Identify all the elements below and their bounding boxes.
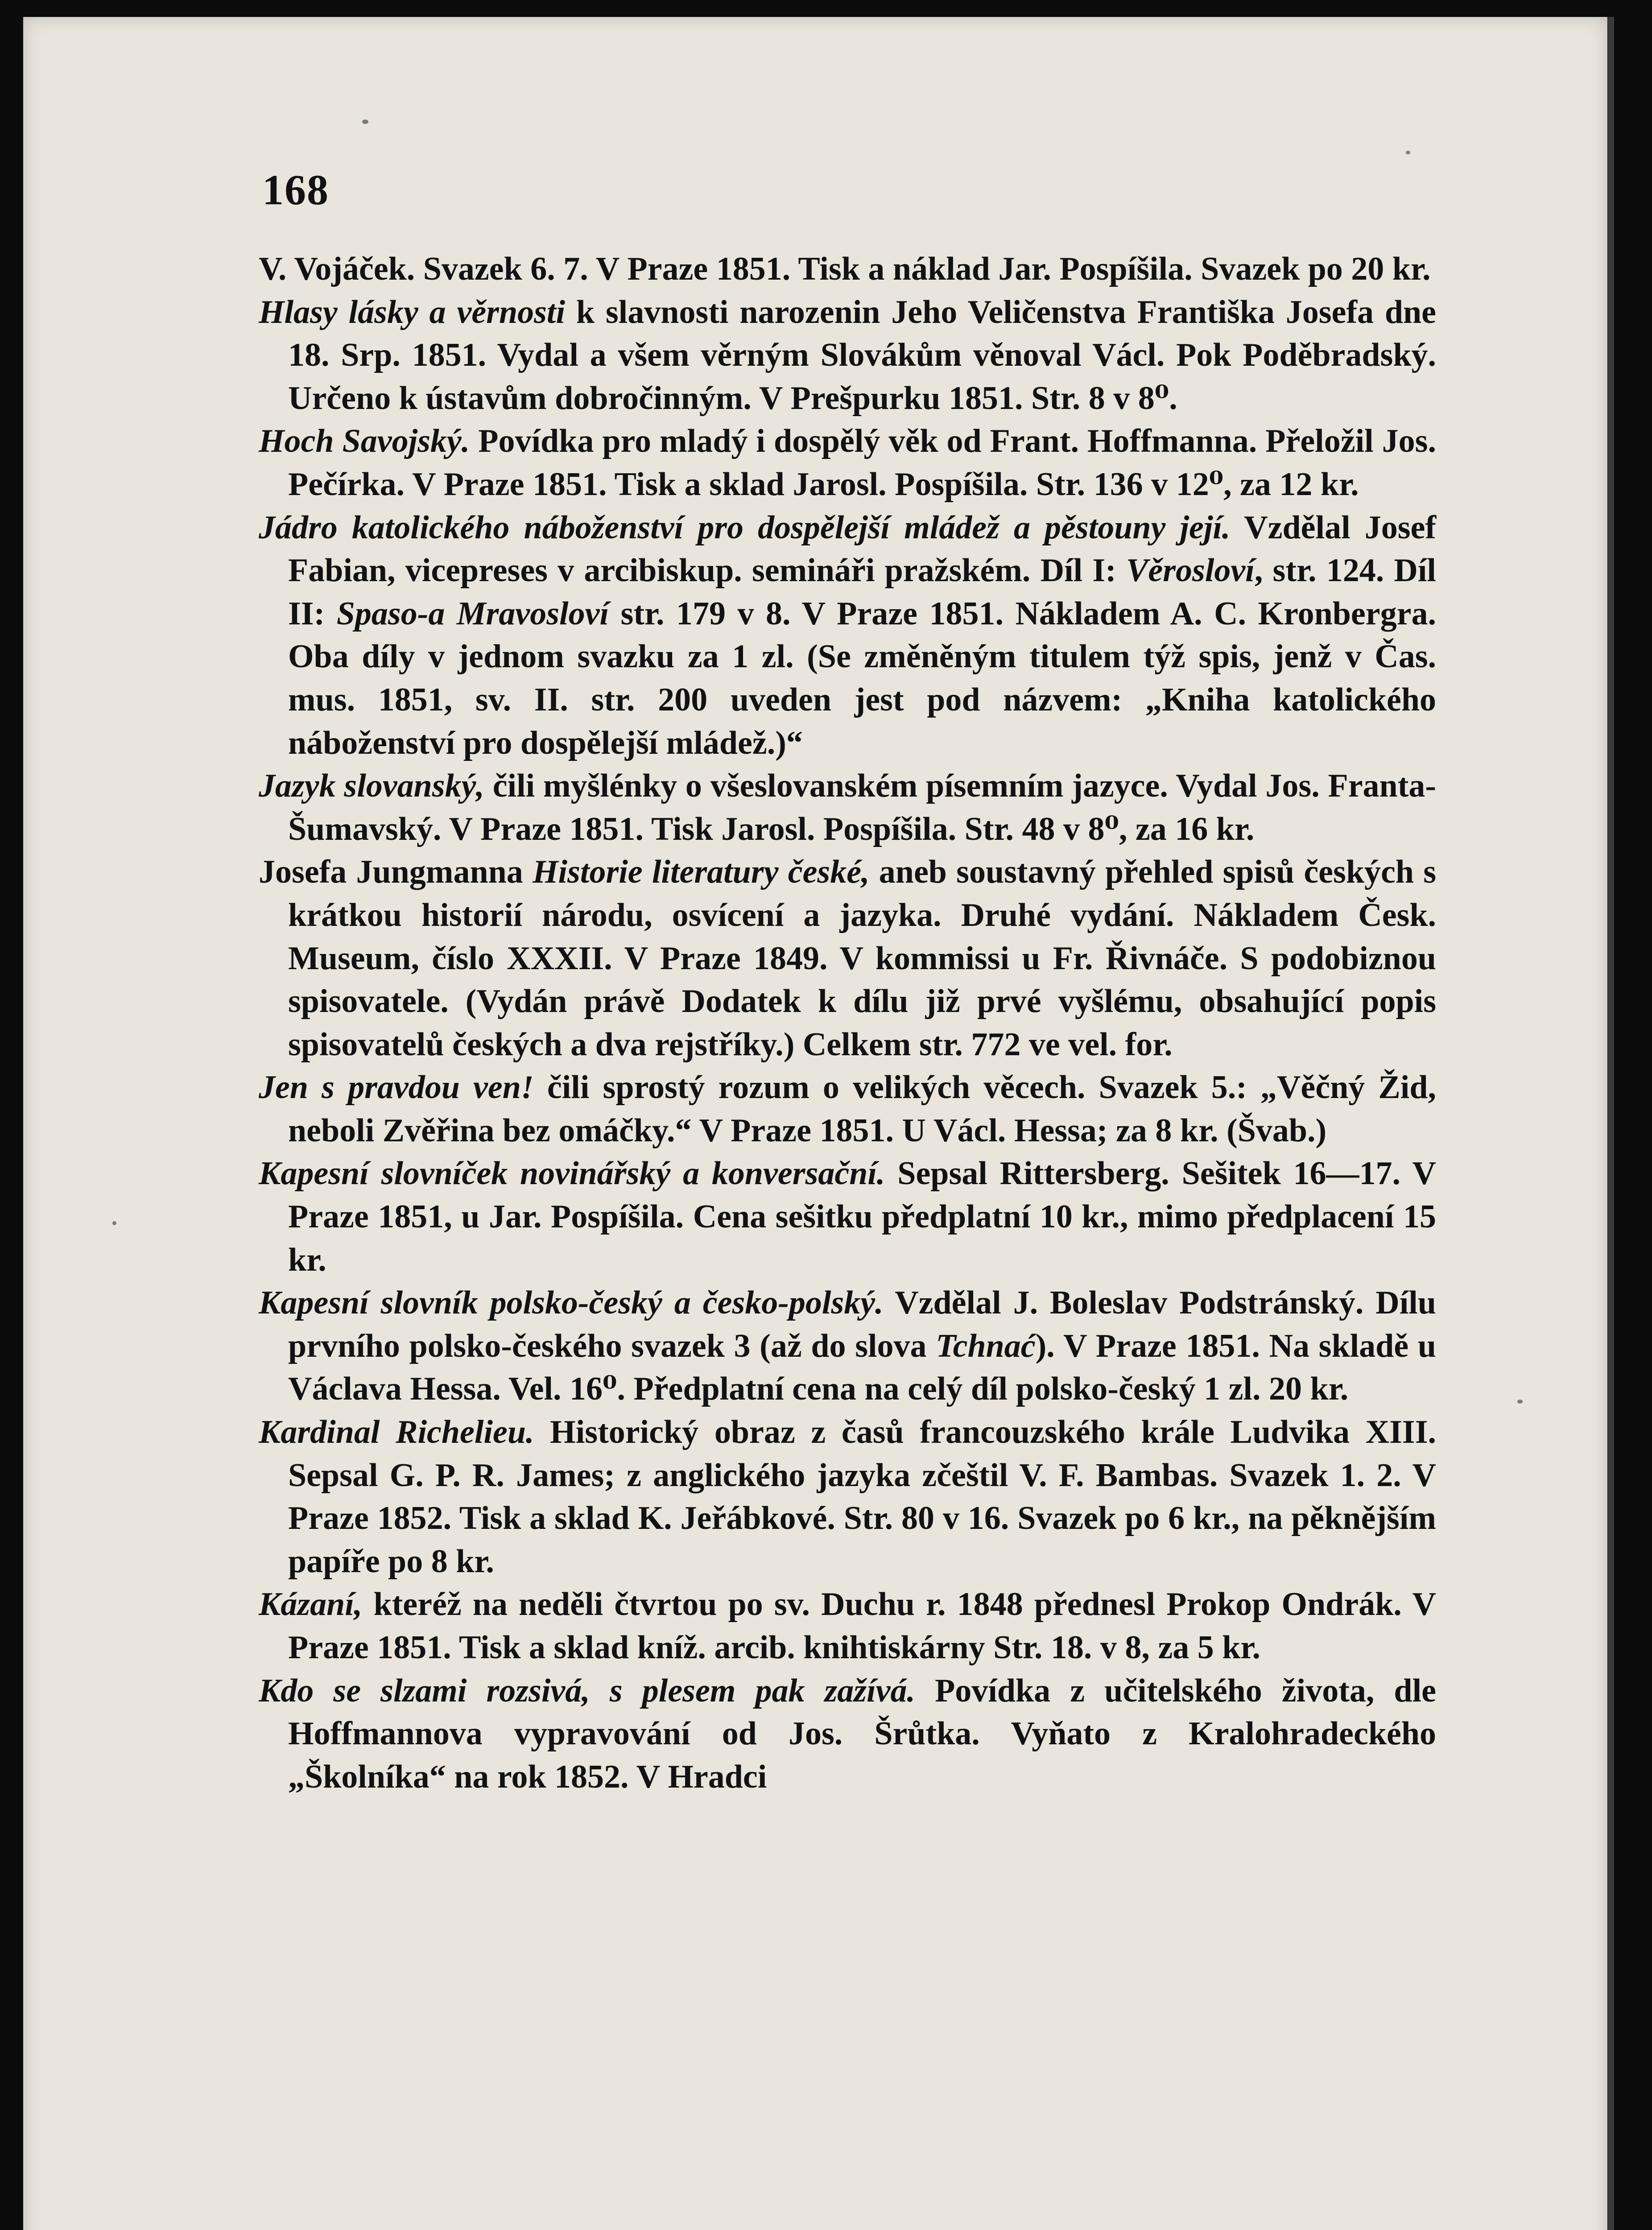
paper-speck <box>112 1221 116 1225</box>
entry-kazani <box>259 1583 1436 1669</box>
entry-text: str. 179 v 8. V Praze 1851. Nákladem A. C. Kronbergra. Oba díly v jednom svazku za 1 zl. (Se změněným titulem týž spis, jenž v Čas. mus. 1851, sv. II. str. 200 uveden jest pod názvem: „Kniha katolického náboženství pro dospělejší mládež.)“ <box>288 595 1436 761</box>
paper-speck <box>1406 151 1410 154</box>
entry-lead: Josefa Jungmanna <box>259 854 533 891</box>
entry-kdo-se-slzami <box>259 1669 1436 1799</box>
entry-kardinal-richelieu <box>259 1411 1436 1583</box>
entry-title: Jazyk slovanský, <box>259 768 484 805</box>
entry-text: Povídka z učitelského života, dle Hoffmannova vypravování od Jos. Šrůtka. Vyňato z Kralohradeckého „Školníka“ na rok 1852. V Hradci <box>288 1672 1436 1795</box>
entry-italic: Spaso-a Mravosloví <box>336 595 609 632</box>
entry-title: Hoch Savojský. <box>259 423 470 460</box>
entry-hlasy-lasky <box>259 291 1436 420</box>
entry-text: Vzdělal Josef Fabian, vicepreses v arcibiskup. semináři pražském. Díl I: <box>288 509 1436 589</box>
entry-text: , str. 124. Díl II: <box>288 552 1436 632</box>
entry-text: aneb soustavný přehled spisů českých s krátkou historií národu, osvícení a jazyka. Druhé vydání. Nákladem Česk. Museum, číslo XXXII. V Praze 1849. V kommissi u Fr. Řivnáče. S podobiznou spisovatele. (Vydán právě Dodatek k dílu již prvé vyšlému, obsahující popis spisovatelů českých a dva rejstříky.) Celkem str. 772 ve vel. for. <box>288 854 1436 1063</box>
entry-title: Jen s pravdou ven! <box>259 1069 534 1106</box>
entry-title: Kapesní slovníček novinářský a konversační. <box>259 1155 885 1192</box>
entry-text: Historický obraz z časů francouzského krále Ludvika XIII. Sepsal G. P. R. James; z anglického jazyka zčeštil V. F. Bambas. Svazek 1. 2. V Praze 1852. Tisk a sklad K. Jeřábkové. Str. 80 v 16. Svazek po 6 kr., na pěknějším papíře po 8 kr. <box>288 1414 1436 1580</box>
entry-title: Jádro katolického náboženství pro dospělejší mládež a pěstouny její. <box>259 509 1231 546</box>
entry-title: Hlasy lásky a věrnosti <box>259 293 566 330</box>
entry-title: Kázaní, <box>259 1586 363 1623</box>
entry-jungmann-historie <box>259 851 1436 1066</box>
entry-title: Kdo se slzami rozsivá, s plesem pak zažívá. <box>259 1672 916 1709</box>
paper-speck <box>1517 1400 1523 1404</box>
entry-text: k slavnosti narozenin Jeho Veličenstva Františka Josefa dne 18. Srp. 1851. Vydal a všem věrným Slovákům věnoval Václ. Pok Poděbradský. Určeno k ústavům dobročinným. V Prešpurku 1851. Str. 8 v 8⁰. <box>288 293 1436 417</box>
entry-text: Sepsal Rittersberg. Sešitek 16—17. V Praze 1851, u Jar. Pospíšila. Cena sešitku předplatní 10 kr., mimo předplacení 15 kr. <box>288 1155 1436 1278</box>
entry-title: Historie literatury české, <box>532 854 870 891</box>
entry-kapesni-slovnicek <box>259 1152 1436 1281</box>
entry-text: ). V Praze 1851. Na skladě u Václava Hessa. Vel. 16⁰. Předplatní cena na celý díl polsko-český 1 zl. 20 kr. <box>288 1327 1436 1408</box>
entry-italic: Věrosloví <box>1126 552 1255 589</box>
entry-title: Kardinal Richelieu. <box>259 1414 534 1451</box>
paper-speck <box>362 120 368 124</box>
entry-vojacek <box>259 248 1436 291</box>
entry-text: čili myšlénky o všeslovanském písemním jazyce. Vydal Jos. Franta-Šumavský. V Praze 1851. Tisk Jarosl. Pospíšila. Str. 48 v 8⁰, za 16 kr. <box>288 768 1436 847</box>
entry-jen-s-pravdou-ven <box>259 1066 1436 1152</box>
entry-italic: Tchnać <box>936 1327 1036 1364</box>
entry-jazyk-slovansky <box>259 764 1436 851</box>
entry-text: kteréž na neděli čtvrtou po sv. Duchu r. 1848 přednesl Prokop Ondrák. V Praze 1851. Tisk a sklad kníž. arcib. knihtiskárny Str. 18. v 8, za 5 kr. <box>288 1586 1436 1666</box>
entry-text: V. Vojáček. Svazek 6. 7. V Praze 1851. Tisk a náklad Jar. Pospíšila. Svazek po 20 kr. <box>259 251 1431 287</box>
entry-kapesni-slovnik <box>259 1281 1436 1411</box>
entry-text: Povídka pro mladý i dospělý věk od Frant. Hoffmanna. Přeložil Jos. Pečírka. V Praze 1851. Tisk a sklad Jarosl. Pospíšila. Str. 136 v 12⁰, za 12 kr. <box>288 423 1436 503</box>
page-edge-shadow <box>1608 17 1614 2230</box>
entry-text: čili sprostý rozum o velikých věcech. Svazek 5.: „Věčný Žid, neboli Zvěřina bez omáčky.“ V Praze 1851. U Václ. Hessa; za 8 kr. (Švab.) <box>288 1069 1436 1149</box>
entry-hoch-savojsky <box>259 420 1436 506</box>
entry-jadro-katolickeho <box>259 506 1436 765</box>
entry-text: Vzdělal J. Boleslav Podstránský. Dílu prvního polsko-českého svazek 3 (až do slova <box>288 1284 1437 1364</box>
entry-title: Kapesní slovník polsko-český a česko-polský. <box>259 1284 884 1321</box>
page-number: 168 <box>262 166 329 214</box>
bibliography-text <box>259 248 1436 1798</box>
